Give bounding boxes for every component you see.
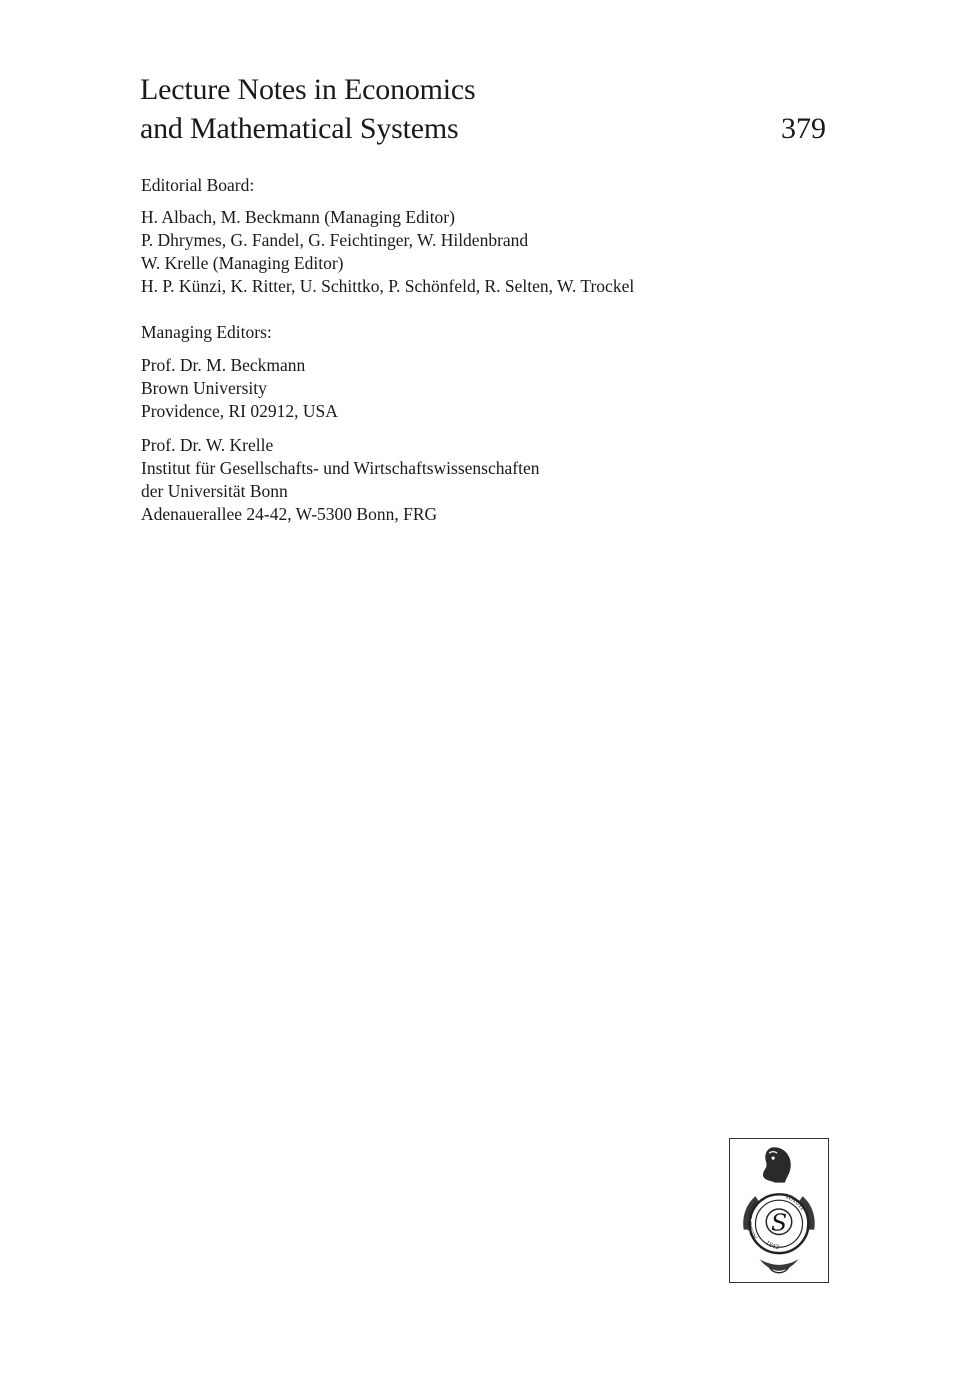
managing-editors-heading: Managing Editors:: [141, 322, 272, 342]
seal-text-left: ALLE ZEIT: [745, 1201, 760, 1242]
seal-year: 1842: [763, 1240, 780, 1252]
seal-text-right: WACH: [784, 1192, 807, 1212]
series-title: [140, 70, 476, 148]
board-line: H. Albach, M. Beckmann (Managing Editor): [141, 207, 455, 227]
bottom-ornament-icon: [759, 1259, 798, 1271]
editorial-board-members: [141, 206, 634, 298]
publisher-logo: [729, 1138, 829, 1283]
springer-knight-seal-icon: [730, 1139, 828, 1282]
address-line: Providence, RI 02912, USA: [141, 401, 338, 421]
managing-editor-address-krelle: [141, 434, 539, 526]
address-line: Institut für Gesellschafts- und Wirtschaftswissenschaften: [141, 458, 540, 478]
address-line: Brown University: [141, 378, 267, 398]
monogram-s: S: [770, 1208, 788, 1237]
board-line: P. Dhrymes, G. Fandel, G. Feichtinger, W. Hildenbrand: [141, 230, 529, 250]
board-line: H. P. Künzi, K. Ritter, U. Schittko, P. Schönfeld, R. Selten, W. Trockel: [141, 276, 635, 296]
volume-number: 379: [781, 112, 826, 145]
board-line: W. Krelle (Managing Editor): [141, 253, 344, 273]
editorial-board-heading: Editorial Board:: [141, 175, 255, 195]
series-title-line-2: and Mathematical Systems: [140, 112, 459, 145]
address-line: Prof. Dr. M. Beckmann: [141, 355, 306, 375]
address-line: der Universität Bonn: [141, 481, 288, 501]
address-line: Prof. Dr. W. Krelle: [141, 435, 274, 455]
series-title-line-1: Lecture Notes in Economics: [140, 73, 476, 106]
address-line: Adenauerallee 24-42, W-5300 Bonn, FRG: [141, 504, 438, 524]
managing-editor-address-beckmann: [141, 354, 338, 423]
